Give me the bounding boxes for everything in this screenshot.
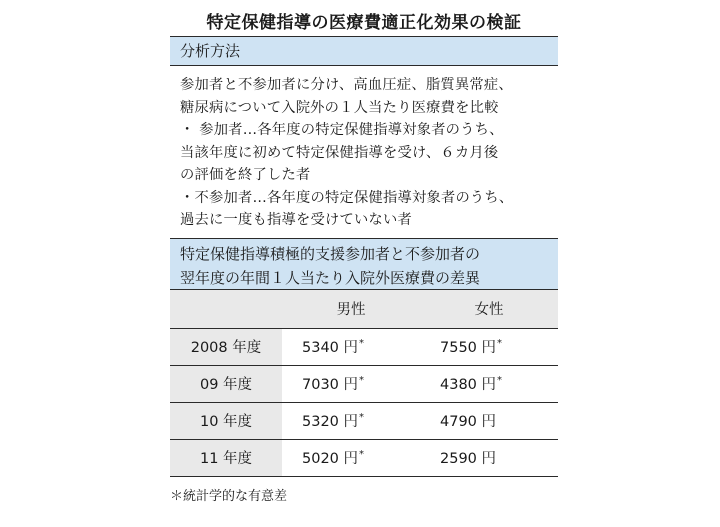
year-cell: 11 年度	[170, 439, 282, 476]
significance-mark: *	[359, 412, 365, 424]
method-line: 当該年度に初めて特定保健指導を受け、６カ月後	[180, 144, 499, 161]
method-description	[170, 66, 558, 238]
female-value: 7550 円	[440, 340, 497, 356]
comparison-table	[170, 290, 558, 477]
male-value-cell	[282, 439, 420, 476]
method-line: ・ 参加者…各年度の特定保健指導対象者のうち、	[180, 122, 504, 138]
year-cell: 09 年度	[170, 365, 282, 402]
comparison-header-line: 特定保健指導積極的支援参加者と不参加者の	[180, 244, 481, 263]
male-value: 5020 円	[302, 451, 359, 467]
female-value: 4380 円	[440, 377, 497, 393]
method-line: 糖尿病について入院外の１人当たり医療費を比較	[180, 99, 499, 116]
column-header-male: 男性	[282, 290, 420, 329]
table-header-row	[170, 290, 558, 329]
female-value-cell	[420, 402, 558, 439]
female-value: 4790 円	[440, 414, 497, 430]
significance-mark: *	[359, 338, 365, 350]
significance-mark: *	[359, 449, 365, 461]
comparison-header-line: 翌年度の年間１人当たり入院外医療費の差異	[180, 268, 481, 287]
year-cell: 10 年度	[170, 402, 282, 439]
method-line: の評価を終了した者	[180, 167, 311, 183]
table-row	[170, 365, 558, 402]
method-line: 過去に一度も指導を受けていない者	[180, 212, 412, 228]
column-header-blank	[170, 290, 282, 329]
male-value: 7030 円	[302, 377, 359, 393]
info-panel	[170, 36, 558, 477]
page-title: 特定保健指導の医療費適正化効果の検証	[206, 13, 522, 33]
comparison-header	[170, 238, 558, 290]
column-header-female: 女性	[420, 290, 558, 329]
significance-mark: *	[497, 338, 503, 350]
table-row	[170, 402, 558, 439]
male-value-cell	[282, 328, 420, 365]
table-row	[170, 328, 558, 365]
female-value-cell	[420, 328, 558, 365]
female-value-cell	[420, 365, 558, 402]
female-value-cell	[420, 439, 558, 476]
significance-mark: *	[359, 375, 365, 387]
male-value: 5320 円	[302, 414, 359, 430]
method-line: ・不参加者…各年度の特定保健指導対象者のうち、	[180, 189, 514, 206]
male-value-cell	[282, 402, 420, 439]
female-value: 2590 円	[440, 451, 497, 467]
method-line: 参加者と不参加者に分け、高血圧症、脂質異常症、	[180, 77, 513, 93]
method-header: 分析方法	[170, 36, 558, 66]
significance-mark: *	[497, 375, 503, 387]
footnote: ＊統計学的な有意差	[170, 489, 288, 504]
table-row	[170, 439, 558, 476]
male-value-cell	[282, 365, 420, 402]
male-value: 5340 円	[302, 340, 359, 356]
year-cell: 2008 年度	[170, 328, 282, 365]
